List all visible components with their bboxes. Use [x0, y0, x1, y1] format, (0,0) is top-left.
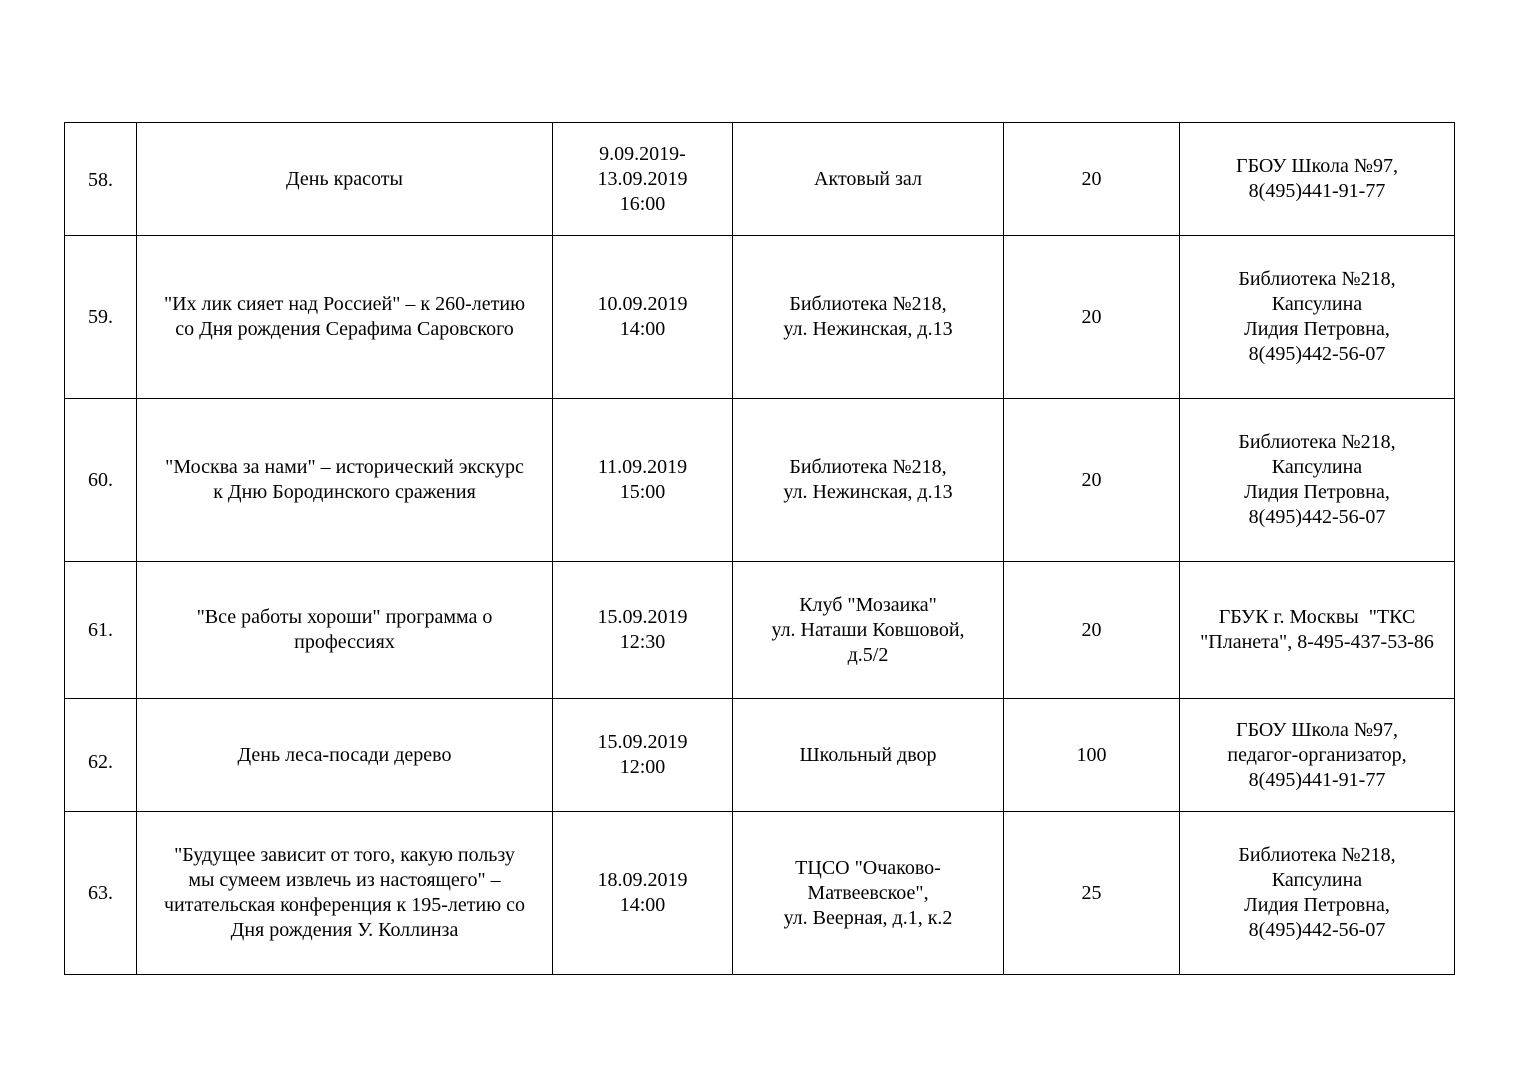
organizer-line: 8(495)442-56-07 — [1248, 343, 1386, 365]
event-date-line: 15:00 — [619, 481, 666, 503]
participants-count-cell — [1004, 399, 1180, 562]
event-title-line: мы сумеем извлечь из настоящего" – — [188, 869, 501, 891]
event-title-line: "Все работы хороши" программа о — [196, 606, 493, 628]
row-number: 63. — [88, 881, 113, 904]
event-place-line: Библиотека №218, — [789, 456, 947, 478]
event-date-cell — [553, 562, 733, 699]
row-number-cell — [65, 812, 137, 975]
event-title-cell — [137, 236, 553, 399]
organizer-line: 8(495)442-56-07 — [1248, 919, 1386, 941]
event-date-cell — [553, 812, 733, 975]
event-date-line: 14:00 — [619, 894, 666, 916]
table-row — [65, 123, 1455, 236]
row-number: 60. — [88, 468, 113, 491]
event-title-line: со Дня рождения Серафима Саровского — [175, 318, 514, 340]
event-place-line: ТЦСО "Очаково- — [795, 856, 941, 879]
event-place-line: Клуб "Мозаика" — [799, 593, 937, 616]
event-date-line: 14:00 — [619, 318, 666, 340]
event-place-line: ул. Нежинская, д.13 — [783, 318, 953, 340]
event-title-line: День красоты — [286, 167, 403, 190]
event-date-line: 12:30 — [619, 631, 666, 653]
organizer-cell — [1180, 699, 1455, 812]
event-date-line: 12:00 — [619, 756, 666, 778]
organizer-cell — [1180, 236, 1455, 399]
organizer-line: Лидия Петровна, — [1244, 318, 1390, 340]
events-table — [64, 122, 1455, 975]
event-place-line: Школьный двор — [799, 743, 937, 766]
event-title-line: "Будущее зависит от того, какую пользу — [174, 844, 515, 866]
row-number: 62. — [88, 750, 113, 773]
event-date-line: 18.09.2019 — [597, 869, 688, 891]
participants-count-cell — [1004, 236, 1180, 399]
organizer-cell — [1180, 562, 1455, 699]
organizer-line: педагог-организатор, — [1227, 743, 1407, 766]
event-date-line: 11.09.2019 — [597, 456, 688, 478]
row-number: 59. — [88, 305, 113, 328]
organizer-line: 8(495)441-91-77 — [1248, 180, 1386, 202]
organizer-line: 8(495)442-56-07 — [1248, 506, 1386, 528]
organizer-cell — [1180, 123, 1455, 236]
organizer-line: 8(495)441-91-77 — [1248, 768, 1386, 791]
event-place-cell — [733, 399, 1004, 562]
event-date-line: 15.09.2019 — [597, 731, 688, 753]
participants-count: 25 — [1081, 881, 1102, 904]
participants-count: 100 — [1076, 743, 1107, 766]
event-date-cell — [553, 236, 733, 399]
participants-count-cell — [1004, 123, 1180, 236]
event-place-cell — [733, 236, 1004, 399]
row-number-cell — [65, 236, 137, 399]
participants-count: 20 — [1081, 305, 1102, 328]
event-title-cell — [137, 699, 553, 812]
organizer-cell — [1180, 812, 1455, 975]
organizer-line: Капсулина — [1271, 869, 1363, 891]
event-place-line: Актовый зал — [814, 167, 922, 190]
event-place-line: ул. Наташи Ковшовой, — [771, 618, 965, 641]
event-date-line: 16:00 — [619, 192, 666, 215]
table-row — [65, 399, 1455, 562]
organizer-line: "Планета", 8-495-437-53-86 — [1200, 631, 1434, 653]
participants-count-cell — [1004, 812, 1180, 975]
event-title-cell — [137, 399, 553, 562]
organizer-line: ГБУК г. Москвы "ТКС — [1218, 606, 1416, 628]
event-date-line: 10.09.2019 — [597, 293, 688, 315]
event-date-line: 13.09.2019 — [597, 167, 688, 190]
row-number-cell — [65, 699, 137, 812]
organizer-line: Лидия Петровна, — [1244, 481, 1390, 503]
row-number-cell — [65, 562, 137, 699]
event-date-line: 9.09.2019- — [599, 142, 686, 165]
row-number-cell — [65, 399, 137, 562]
event-place-cell — [733, 812, 1004, 975]
event-title-line: День леса-посади дерево — [237, 743, 452, 766]
row-number-cell — [65, 123, 137, 236]
event-place-cell — [733, 562, 1004, 699]
organizer-line: ГБОУ Школа №97, — [1236, 718, 1398, 741]
event-place-line: ул. Нежинская, д.13 — [783, 481, 953, 503]
event-place-cell — [733, 699, 1004, 812]
organizer-line: Библиотека №218, — [1238, 431, 1396, 453]
organizer-line: Библиотека №218, — [1238, 844, 1396, 866]
event-date-line: 15.09.2019 — [597, 606, 688, 628]
participants-count: 20 — [1081, 618, 1102, 641]
event-title-line: Дня рождения У. Коллинза — [230, 919, 459, 941]
event-title-line: "Москва за нами" – исторический экскурс — [165, 456, 524, 478]
event-date-cell — [553, 123, 733, 236]
organizer-line: ГБОУ Школа №97, — [1236, 155, 1398, 177]
event-place-line: ул. Веерная, д.1, к.2 — [783, 906, 953, 929]
participants-count-cell — [1004, 699, 1180, 812]
table-row — [65, 699, 1455, 812]
table-row — [65, 236, 1455, 399]
row-number: 61. — [88, 618, 113, 641]
event-title-cell — [137, 123, 553, 236]
table-row — [65, 562, 1455, 699]
row-number: 58. — [88, 168, 113, 191]
participants-count: 20 — [1081, 468, 1102, 491]
organizer-line: Библиотека №218, — [1238, 268, 1396, 290]
event-title-line: читательская конференция к 195-летию со — [163, 894, 526, 916]
event-place-line: д.5/2 — [847, 643, 889, 666]
event-title-line: "Их лик сияет над Россией" – к 260-летию — [163, 293, 526, 315]
organizer-cell — [1180, 399, 1455, 562]
events-table-body — [65, 123, 1455, 975]
event-place-line: Библиотека №218, — [789, 293, 947, 315]
event-place-cell — [733, 123, 1004, 236]
table-row — [65, 812, 1455, 975]
organizer-line: Капсулина — [1271, 456, 1363, 478]
participants-count: 20 — [1081, 167, 1102, 190]
organizer-line: Лидия Петровна, — [1244, 894, 1390, 916]
organizer-line: Капсулина — [1271, 293, 1363, 315]
participants-count-cell — [1004, 562, 1180, 699]
event-title-line: профессиях — [294, 631, 395, 653]
event-place-line: Матвеевское", — [807, 881, 929, 904]
event-title-line: к Дню Бородинского сражения — [213, 481, 476, 503]
event-date-cell — [553, 699, 733, 812]
event-date-cell — [553, 399, 733, 562]
event-title-cell — [137, 562, 553, 699]
event-title-cell — [137, 812, 553, 975]
